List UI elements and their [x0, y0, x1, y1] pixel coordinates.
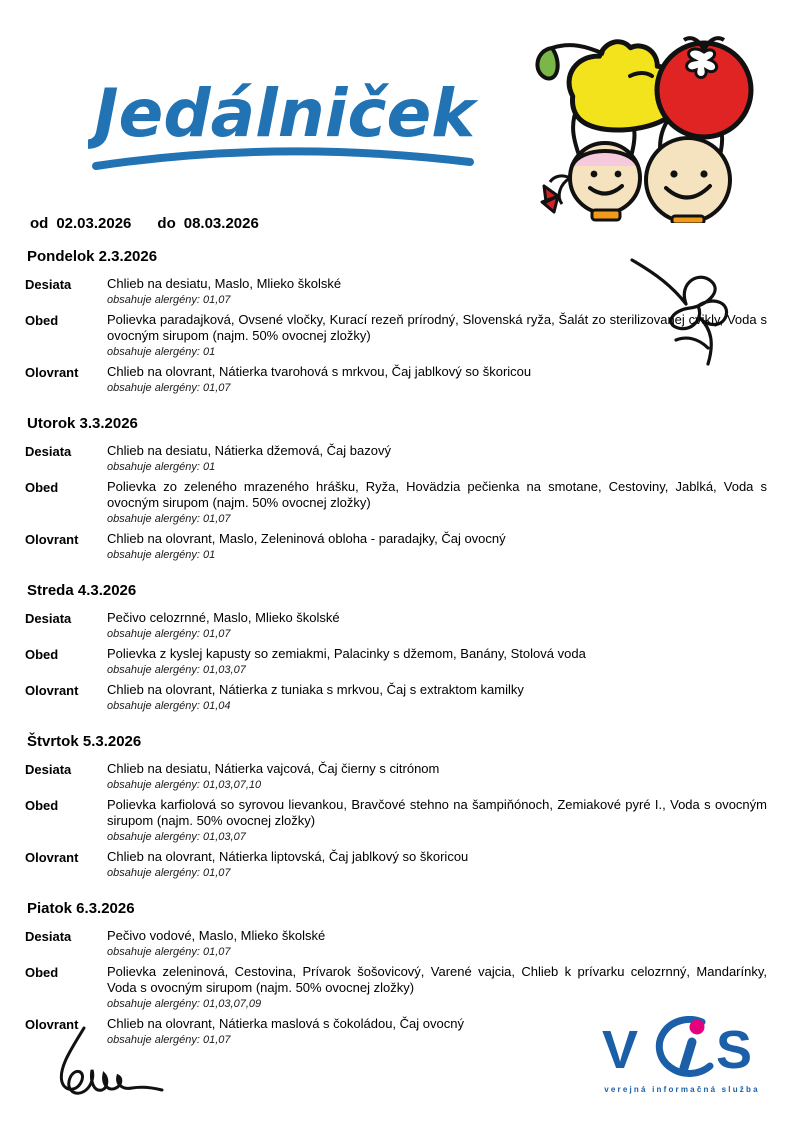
date-from-label: od [30, 215, 49, 232]
meal-description: Chlieb na desiatu, Nátierka vajcová, Čaj čierny s citrónom [107, 761, 440, 776]
boy-face-icon [646, 138, 730, 223]
apple-icon [657, 38, 751, 137]
meal-row-obed [25, 479, 767, 529]
meal-row-olovrant [25, 364, 767, 398]
meal-label: Obed [25, 965, 59, 980]
meal-label: Obed [25, 313, 59, 328]
vis-logo-icon [602, 1016, 762, 1078]
meal-label: Olovrant [25, 532, 79, 547]
meal-allergens: obsahuje alergény: 01,07 [107, 946, 231, 958]
meal-row-desiata [25, 276, 767, 310]
meal-allergens: obsahuje alergény: 01 [107, 346, 216, 358]
meal-description: Chlieb na olovrant, Nátierka tvarohová s mrkvou, Čaj jablkový so škoricou [107, 364, 532, 379]
meal-allergens: obsahuje alergény: 01,07 [107, 513, 231, 525]
meal-label: Olovrant [25, 1017, 79, 1032]
meal-allergens: obsahuje alergény: 01,07 [107, 628, 231, 640]
meal-description: Chlieb na olovrant, Nátierka z tuniaka s mrkvou, Čaj s extraktom kamilky [107, 682, 524, 697]
meal-description: Chlieb na desiatu, Nátierka džemová, Čaj bazový [107, 443, 391, 458]
meal-allergens: obsahuje alergény: 01,07 [107, 867, 231, 879]
meal-row-obed [25, 797, 767, 847]
meal-allergens: obsahuje alergény: 01,07 [107, 382, 231, 394]
meal-allergens: obsahuje alergény: 01,03,07,09 [107, 998, 262, 1010]
jedalnicek-logo-icon [88, 38, 488, 188]
meal-label: Olovrant [25, 850, 79, 865]
meal-description: Pečivo celozrnné, Maslo, Mlieko školské [107, 610, 340, 625]
meal-description: Chlieb na desiatu, Maslo, Mlieko školské [107, 276, 342, 291]
date-range [30, 215, 259, 232]
meal-allergens: obsahuje alergény: 01 [107, 461, 216, 473]
date-from-value: 02.03.2026 [56, 215, 132, 232]
day-title: Streda 4.3.2026 [27, 582, 137, 599]
svg-text:V: V [602, 1020, 639, 1078]
hair-bow-icon [542, 186, 558, 212]
meal-label: Olovrant [25, 365, 79, 380]
signature-icon [32, 1026, 167, 1111]
date-to-label: do [157, 215, 176, 232]
meal-row-obed [25, 646, 767, 680]
day-section-pondelok [25, 248, 767, 398]
day-title: Štvrtok 5.3.2026 [27, 733, 142, 750]
vis-logo [598, 1016, 766, 1094]
meal-allergens: obsahuje alergény: 01,04 [107, 700, 231, 712]
jedalnicek-logo [88, 38, 488, 188]
day-title: Piatok 6.3.2026 [27, 900, 135, 917]
meal-description: Pečivo vodové, Maslo, Mlieko školské [107, 928, 326, 943]
meal-allergens: obsahuje alergény: 01,07 [107, 294, 231, 306]
meal-label: Obed [25, 798, 59, 813]
kids-illustration [512, 28, 767, 223]
meal-allergens: obsahuje alergény: 01,03,07 [107, 831, 246, 843]
meal-allergens: obsahuje alergény: 01 [107, 549, 216, 561]
svg-text:S: S [716, 1020, 753, 1078]
meal-description: Polievka karfiolová so syrovou lievankou, Bravčové stehno na šampiňónoch, Zemiakové pyré I., Voda s ovocným sirupom (najm. 50% ovocnej zložky) [107, 797, 767, 828]
meal-allergens: obsahuje alergény: 01,03,07,10 [107, 779, 262, 791]
girl-face-icon [542, 143, 640, 220]
day-title: Utorok 3.3.2026 [27, 415, 138, 432]
meal-row-olovrant [25, 531, 767, 565]
meal-label: Desiata [25, 277, 72, 292]
meal-label: Desiata [25, 444, 72, 459]
meal-allergens: obsahuje alergény: 01,07 [107, 1034, 231, 1046]
date-to-value: 08.03.2026 [183, 215, 259, 232]
meal-allergens: obsahuje alergény: 01,03,07 [107, 664, 246, 676]
meal-label: Obed [25, 480, 59, 495]
vis-i-dot [690, 1020, 705, 1035]
logo-underline-swoosh [96, 151, 470, 166]
kids-with-pear-and-apple-icon [512, 28, 767, 223]
meal-description: Polievka paradajková, Ovsené vločky, Kurací rezeň prírodný, Slovenská ryža, Šalát zo sterilizovanej cvikly, Voda s ovocným sirupom (najm. 50% ovocnej zložky) [107, 312, 767, 343]
day-section-utorok [25, 415, 767, 565]
meal-label: Olovrant [25, 683, 79, 698]
meal-row-obed [25, 312, 767, 362]
logo-text: Jedálniček [94, 75, 476, 152]
meal-description: Polievka zo zeleného mrazeného hrášku, Ryža, Hovädzia pečienka na smotane, Cestoviny, Jablká, Voda s ovocným sirupom (najm. 50% ovocnej zložky) [107, 479, 767, 510]
meal-row-desiata [25, 761, 767, 795]
meal-description: Chlieb na olovrant, Nátierka liptovská, Čaj jablkový so škoricou [107, 849, 469, 864]
meal-label: Obed [25, 647, 59, 662]
day-title: Pondelok 2.3.2026 [27, 248, 158, 265]
meal-row-olovrant [25, 682, 767, 716]
meal-label: Desiata [25, 762, 72, 777]
meal-row-desiata [25, 928, 767, 962]
meal-label: Desiata [25, 611, 72, 626]
meal-label: Desiata [25, 929, 72, 944]
meal-row-desiata [25, 443, 767, 477]
vis-subtitle: verejná informačná služba [604, 1085, 760, 1094]
meal-description: Polievka zeleninová, Cestovina, Prívarok šošovicový, Varené vajcia, Chlieb k prívarku celozrnný, Mandarínky, Voda s ovocným sirupom (najm. 50% ovocnej zložky) [107, 964, 767, 995]
meal-description: Polievka z kyslej kapusty so zemiakmi, Palacinky s džemom, Banány, Stolová voda [107, 646, 586, 661]
meal-description: Chlieb na olovrant, Nátierka maslová s čokoládou, Čaj ovocný [107, 1016, 464, 1031]
day-section-stvrtok [25, 733, 767, 883]
meal-row-desiata [25, 610, 767, 644]
meal-row-obed [25, 964, 767, 1014]
day-section-streda [25, 582, 767, 716]
vis-i-stem [684, 1042, 692, 1068]
meal-description: Chlieb na olovrant, Maslo, Zeleninová obloha - paradajky, Čaj ovocný [107, 531, 506, 546]
meal-row-olovrant [25, 849, 767, 883]
weekly-menu [25, 248, 767, 1067]
